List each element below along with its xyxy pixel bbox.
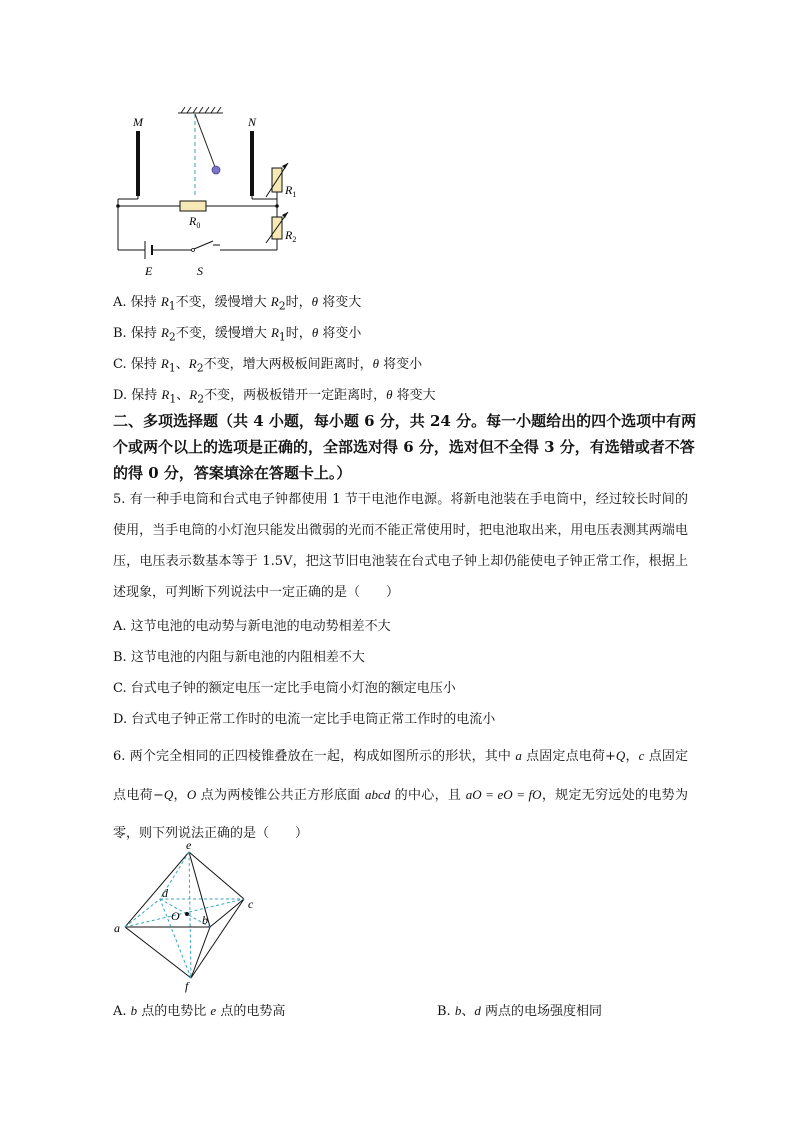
label-R2: $R_2$ [285,228,297,244]
resistor-R0 [180,201,206,211]
label-N: N [248,115,257,129]
label-S: S [197,264,203,278]
question-5-stem: 5. 有一种手电筒和台式电子钟都使用 1 节干电池作电源。将新电池装在手电筒中，经过较长时间的使用，当手电筒的小灯泡只能发出微弱的光而不能正常使用时，把电池取出来，用电压表测其两端电压，电压表示数基本等于 1.5V，把这节旧电池装在台式电子钟上却仍能使电子钟正常工作，根据上述现象，可判断下列说法中一定正确的是（ ） [113,492,688,600]
switch-S-blade [194,241,213,249]
junction-right [275,204,279,208]
q5-option-c[interactable]: C. 台式电子钟的额定电压一定比手电筒小灯泡的额定电压小 [113,681,456,696]
q6-option-b[interactable]: B. b、d 两点的电场强度相同 [437,1003,602,1019]
label-M: M [133,115,143,129]
q6-option-a[interactable]: A. b 点的电势比 e 点的电势高 [113,1003,286,1019]
plate-N [250,131,254,196]
label-d: d [162,886,168,900]
plate-M [136,131,140,196]
q5-option-d[interactable]: D. 台式电子钟正常工作时的电流一定比手电筒正常工作时的电流小 [113,712,496,727]
ceiling-support [178,107,223,113]
q5-option-b[interactable]: B. 这节电池的内阻与新电池的内阻相差不大 [113,650,365,665]
edge-f-c [191,899,244,978]
label-b: b [202,913,208,927]
junction-left [116,204,120,208]
center-point-O [185,912,189,916]
q4-option-c[interactable]: C. 保持 $R_1$、$R_2$不变，增大两极板间距离时，θ 将变小 [113,356,423,375]
q5-option-a[interactable]: A. 这节电池的电动势与新电池的电动势相差不大 [113,619,391,634]
label-e: e [186,838,192,852]
pendulum-string [195,114,215,167]
q4-option-d[interactable]: D. 保持 $R_1$、$R_2$不变，两极板错开一定距离时，θ 将变大 [113,387,436,406]
label-R0: $R_0$ [189,214,201,230]
edge-f-b [191,927,210,978]
q4-option-a[interactable]: A. 保持 $R_1$不变，缓慢增大 $R_2$时，θ 将变大 [113,294,362,313]
double-pyramid-diagram [105,838,270,993]
question-6-stem: 6. 两个完全相同的正四棱锥叠放在一起，构成如图所示的形状，其中 a 点固定点电荷+Q，c 点固定点电荷−Q，O 点为两棱锥公共正方形底面 abcd 的中心，且 aO = eO = fO，规定无穷远处的电势为零，则下列说法正确的是（ ） [113,748,689,841]
label-a: a [114,921,120,935]
edge-f-a [125,927,191,978]
label-R1: $R_1$ [285,183,297,199]
edge-e-c [189,852,244,899]
label-E: E [145,264,153,278]
section-2-heading: 二、多项选择题（共 4 小题，每小题 6 分，共 24 分。每一小题给出的四个选项中有两个或两个以上的选项是正确的，全部选对得 6 分，选对但不全得 3 分，有选错或者不答的得 0 分，答案填涂在答题卡上。） [113,412,697,482]
label-c: c [248,897,254,911]
pendulum-ball [212,166,220,174]
circuit-diagram [105,105,325,280]
label-O: O [171,909,180,923]
q4-option-b[interactable]: B. 保持 $R_2$不变，缓慢增大 $R_1$时，θ 将变小 [113,325,362,344]
label-f: f [185,979,189,993]
